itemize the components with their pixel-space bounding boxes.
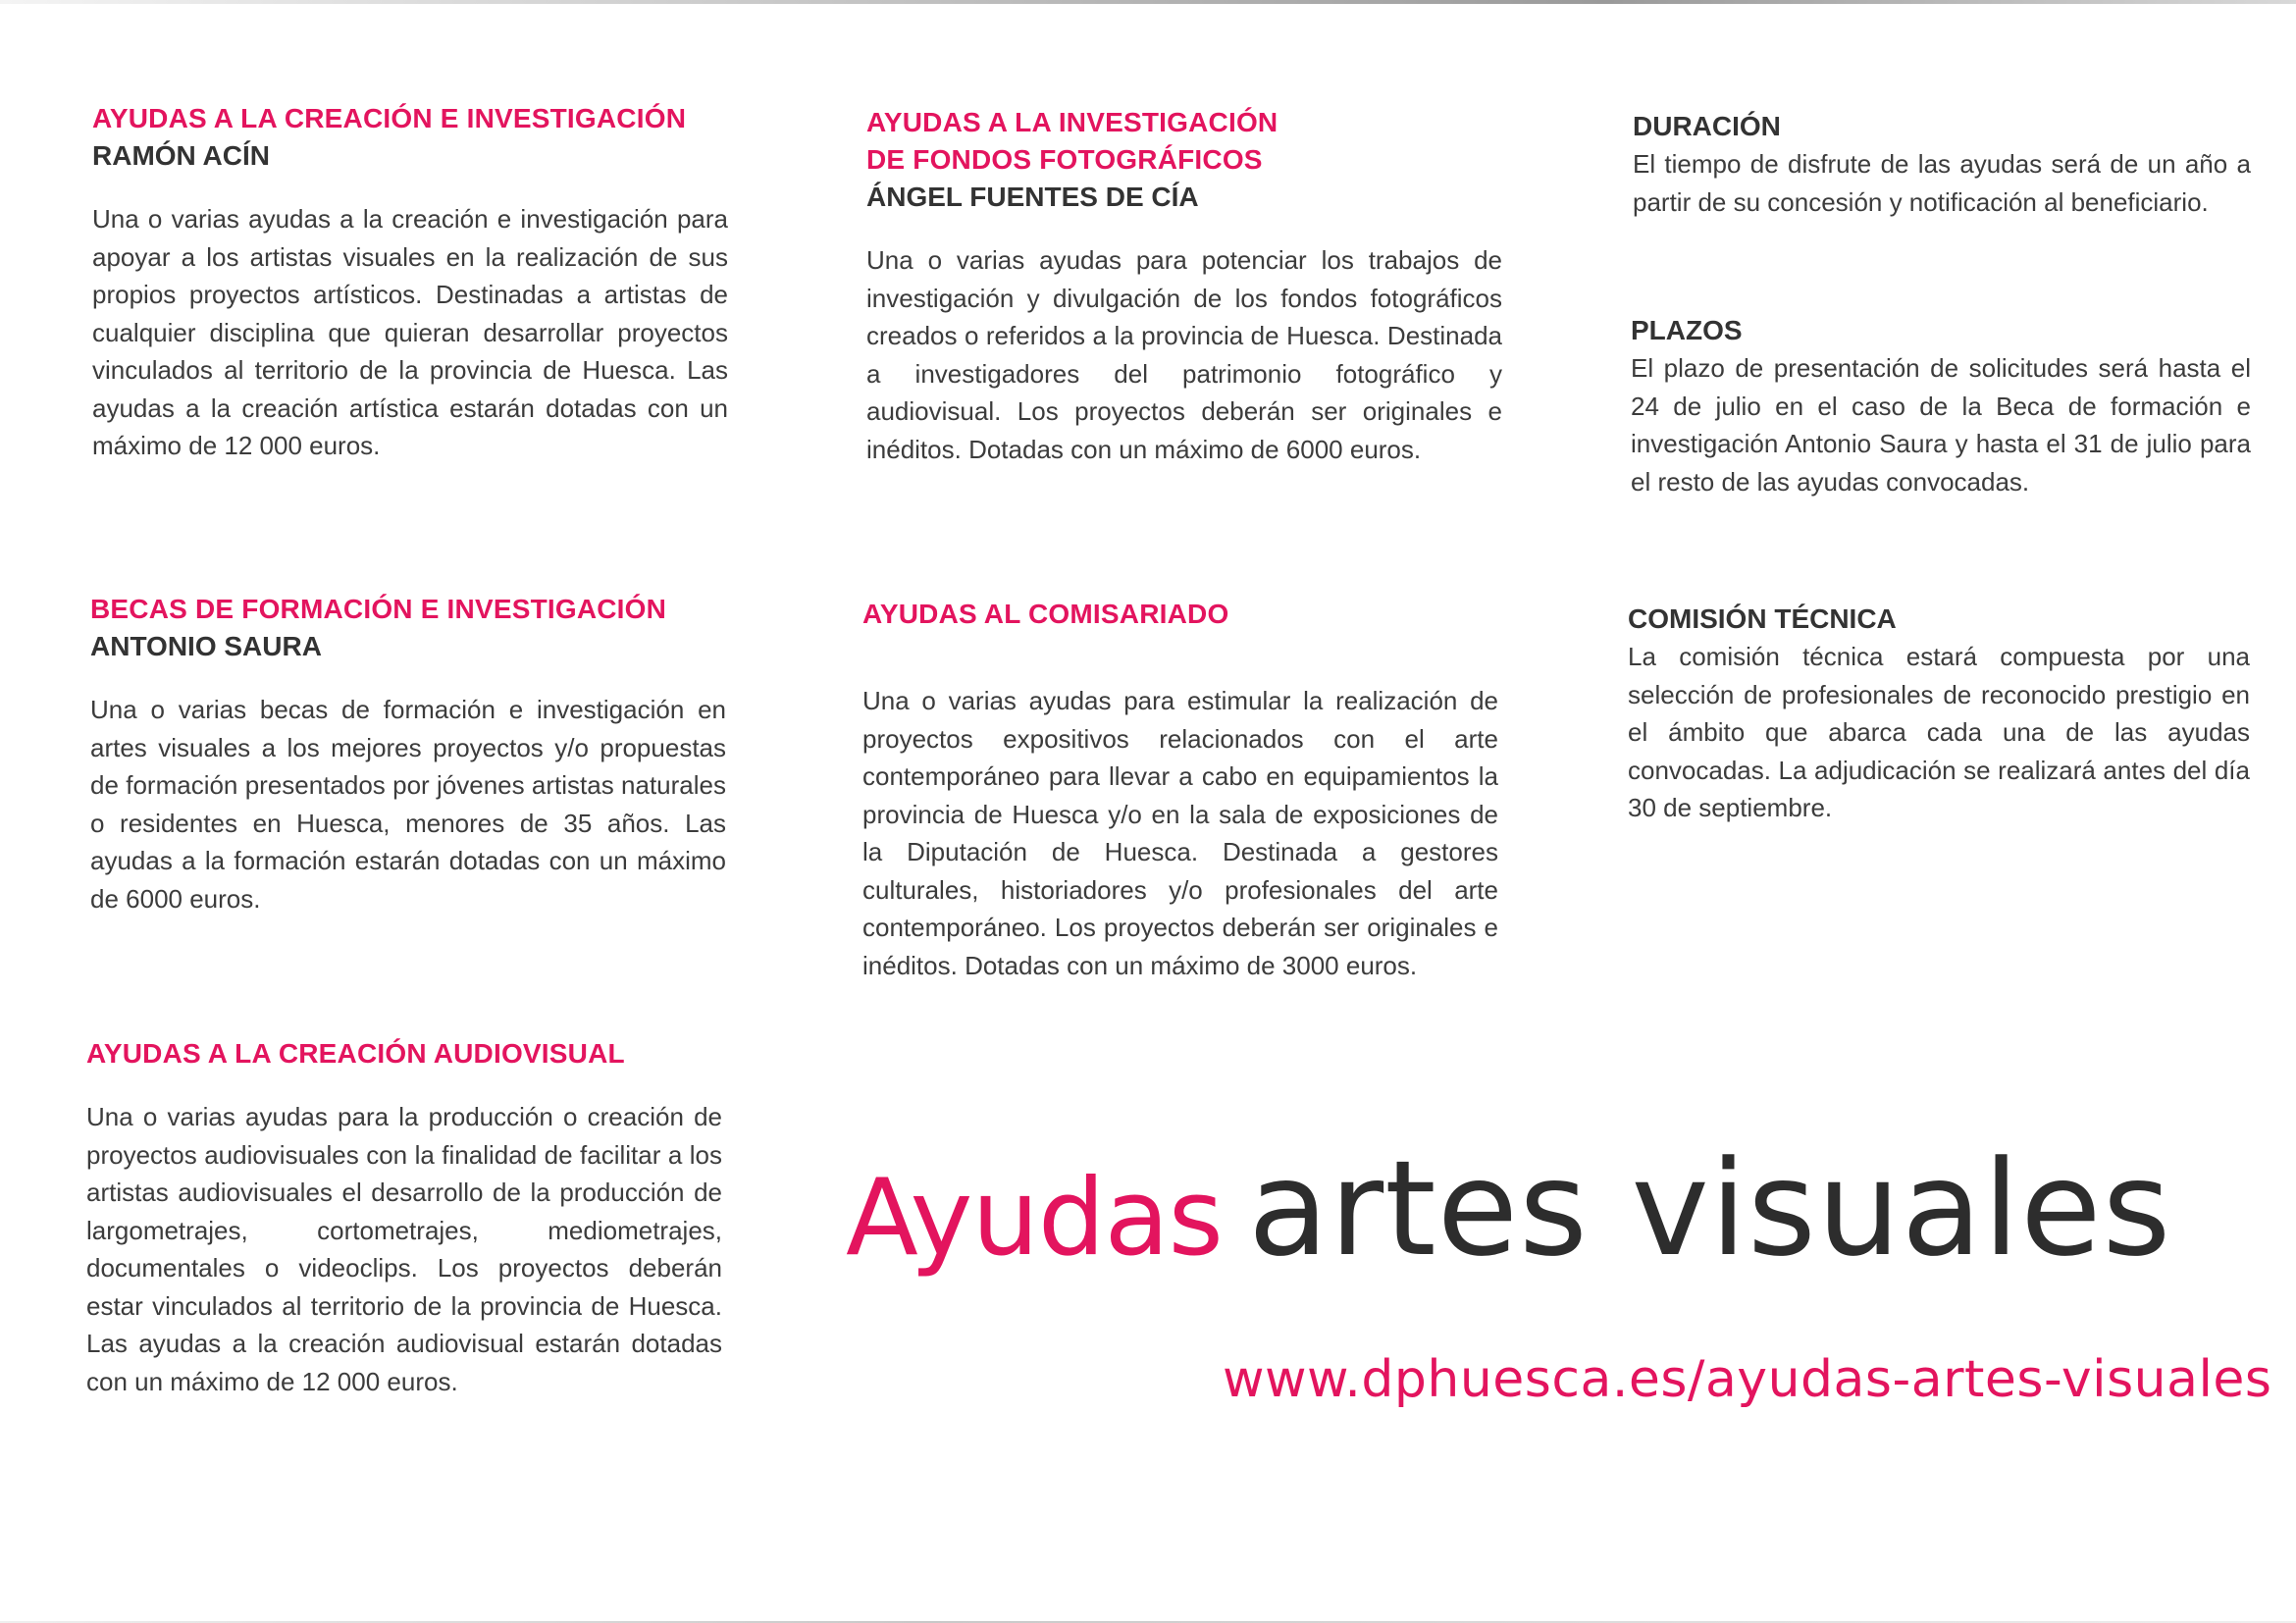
section-title: BECAS DE FORMACIÓN E INVESTIGACIÓN [90, 594, 667, 624]
section-fondos-fotograficos [866, 104, 1502, 468]
section-duracion [1633, 108, 2251, 221]
section-body: Una o varias becas de formación e investigación en artes visuales a los mejores proyectos y/o propuestas de formación presentados por jóvenes artistas naturales o residentes en Huesca, menores de 35 años. Las ayudas a la formación estarán dotadas con un máximo de 6000 euros. [90, 695, 726, 914]
section-body: La comisión técnica estará compuesta por una selección de profesionales de reconocido prestigio en el ámbito que abarca cada una de las ayudas convocadas. La adjudicación se realizará antes del día 30 de septiembre. [1628, 642, 2250, 822]
section-body: Una o varias ayudas para potenciar los trabajos de investigación y divulgación de los fondos fotográficos creados o referidos a la provincia de Huesca. Destinada a investigadores del patrimonio fotográfico y audiovisual. Los proyectos deberán ser originales e inéditos. Dotadas con un máximo de 6000 euros. [866, 245, 1502, 464]
section-ayudas-creacion [92, 100, 728, 465]
section-title: PLAZOS [1631, 315, 1743, 345]
brand-word-artes-visuales: artes visuales [1247, 1132, 2172, 1285]
section-subtitle: ANTONIO SAURA [90, 631, 322, 661]
section-title: AYUDAS A LA CREACIÓN E INVESTIGACIÓN [92, 103, 687, 133]
section-body: Una o varias ayudas a la creación e investigación para apoyar a los artistas visuales en la realización de sus propios proyectos artísticos. Destinadas a artistas de cualquier disciplina que quieran desarrollar proyectos vinculados al territorio de la provincia de Huesca. Las ayudas a la creación artística estarán dotadas con un máximo de 12 000 euros. [92, 204, 728, 460]
website-link[interactable]: www.dphuesca.es/ayudas-artes-visuales [1223, 1350, 2272, 1409]
section-becas-formacion [90, 591, 726, 917]
section-body: Una o varias ayudas para estimular la realización de proyectos expositivos relacionados con el arte contemporáneo para llevar a cabo en equipamientos la provincia de Huesca y/o en la sala de exposiciones de la Diputación de Huesca. Destinada a gestores culturales, historiadores y/o profesionales del arte contemporáneo. Los proyectos deberán ser originales e inéditos. Dotadas con un máximo de 3000 euros. [862, 686, 1498, 980]
section-subtitle: RAMÓN ACÍN [92, 140, 270, 171]
section-body: Una o varias ayudas para la producción o creación de proyectos audiovisuales con la finalidad de facilitar a los artistas audiovisuales el desarrollo de la producción de largometrajes, cortometrajes, mediometrajes, documentales o videoclips. Los proyectos deberán estar vinculados al territorio de la provincia de Huesca. Las ayudas a la creación audiovisual estarán dotadas con un máximo de 12 000 euros. [86, 1102, 722, 1396]
section-title: COMISIÓN TÉCNICA [1628, 603, 1897, 634]
section-title: AYUDAS A LA CREACIÓN AUDIOVISUAL [86, 1038, 625, 1069]
top-divider [0, 0, 2296, 4]
section-subtitle: ÁNGEL FUENTES DE CÍA [866, 182, 1199, 212]
brand-title [846, 1132, 2259, 1285]
section-title-line-2: DE FONDOS FOTOGRÁFICOS [866, 144, 1263, 175]
section-comisariado [862, 596, 1498, 984]
section-plazos [1631, 312, 2251, 500]
section-title: AYUDAS AL COMISARIADO [862, 599, 1229, 629]
section-creacion-audiovisual [86, 1035, 722, 1400]
section-comision-tecnica [1628, 601, 2250, 827]
section-title-line-1: AYUDAS A LA INVESTIGACIÓN [866, 107, 1278, 137]
section-title: DURACIÓN [1633, 111, 1781, 141]
brand-word-ayudas: Ayudas [846, 1157, 1223, 1280]
section-body: El tiempo de disfrute de las ayudas será de un año a partir de su concesión y notificación al beneficiario. [1633, 149, 2251, 217]
section-body: El plazo de presentación de solicitudes será hasta el 24 de julio en el caso de la Beca de formación e investigación Antonio Saura y hasta el 31 de julio para el resto de las ayudas convocadas. [1631, 353, 2251, 497]
